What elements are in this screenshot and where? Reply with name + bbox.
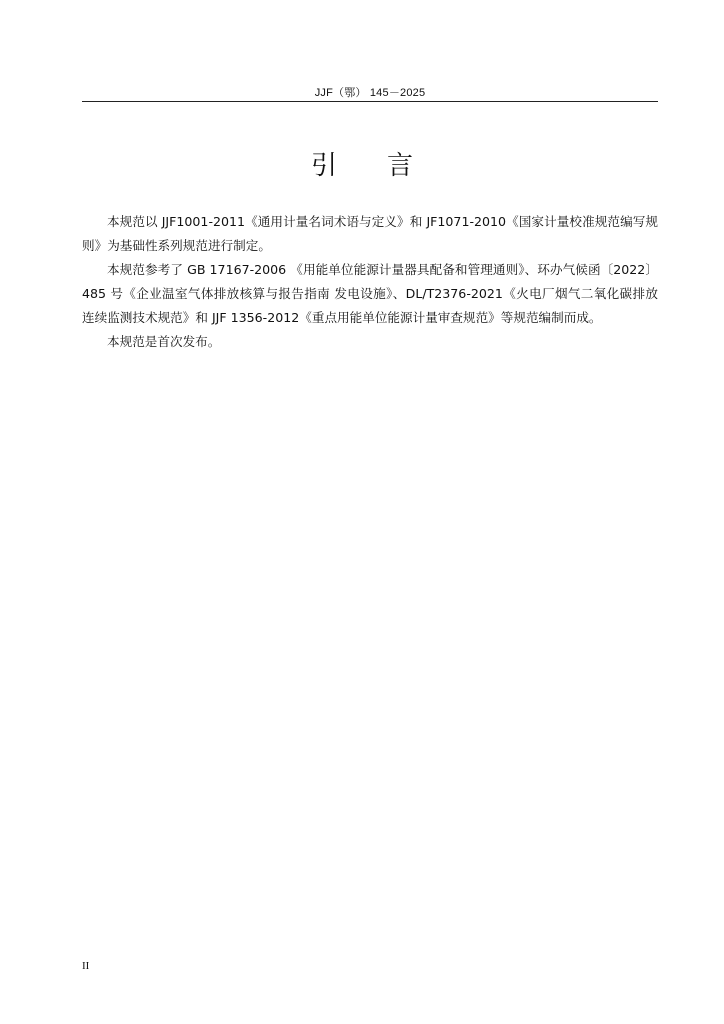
paragraph-first-release: 本规范是首次发布。: [107, 334, 221, 349]
page-header: [82, 80, 658, 102]
paragraph-references: 本规范参考了 GB 17167-2006 《用能单位能源计量器具配备和管理通则》、环办气候函〔2022〕485 号《企业温室气体排放核算与报告指南 发电设施》、DL/T2376-2021《火电厂烟气二氧化碳排放连续监测技术规范》和 JJF 1356-2012《重点用能单位能源计量审查规范》等规范编制而成。: [82, 262, 658, 325]
document-code: JJF（鄂） 145－2025: [314, 87, 426, 99]
paragraph-basis: 本规范以 JJF1001-2011《通用计量名词术语与定义》和 JF1071-2010《国家计量校准规范编写规则》为基础性系列规范进行制定。: [82, 214, 658, 253]
page-number: II: [82, 960, 90, 972]
body-text: [82, 210, 658, 354]
page-title: 引言: [310, 151, 463, 181]
